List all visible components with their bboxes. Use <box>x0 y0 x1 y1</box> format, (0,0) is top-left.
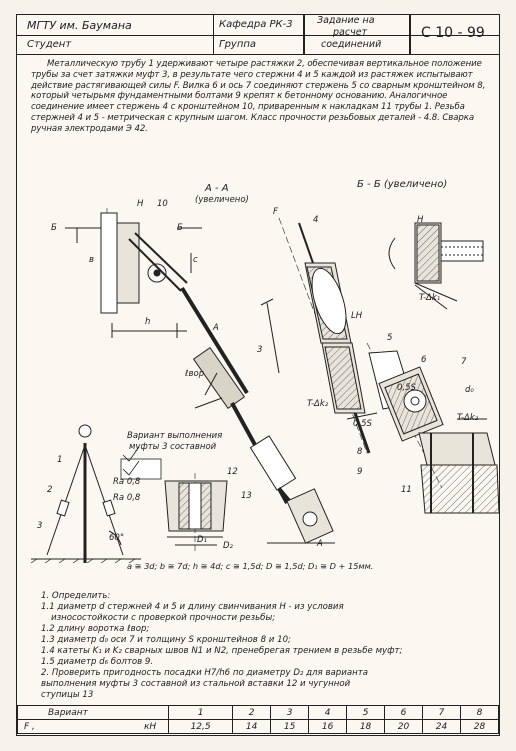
label-d-zero: d₀ <box>465 385 474 395</box>
variant-row-label: Вариант <box>18 706 169 720</box>
label-num4: 4 <box>313 215 319 225</box>
force-unit: кН <box>132 720 168 734</box>
label-ra-2: Ra 0,8 <box>113 493 141 503</box>
label-h-cap-bb: H <box>417 215 424 225</box>
task-line: 1.2 длину воротка ℓвор; <box>41 624 150 634</box>
label-0-5s: 0,5S <box>397 383 416 393</box>
label-force: F <box>273 207 278 217</box>
variants-table <box>17 705 499 734</box>
label-num9: 9 <box>357 467 363 477</box>
label-ra-1: Ra 0,8 <box>113 477 141 487</box>
section-aa-title: А - А <box>205 183 229 194</box>
label-num3-left: 3 <box>37 521 43 531</box>
task-line: 1.3 диаметр d₀ оси 7 и толщину S кронштейнов 8 и 10; <box>41 635 291 645</box>
label-angle: 60° <box>109 533 125 543</box>
pole-bracket-detail <box>65 208 296 503</box>
section-aa-subtitle: (увеличено) <box>195 195 249 205</box>
task-line: 1. Определить: <box>41 591 111 601</box>
task-list <box>41 591 491 701</box>
variant-number: 4 <box>309 706 347 720</box>
label-b-greek: в <box>89 255 95 265</box>
variant-number: 6 <box>385 706 423 720</box>
label-num6: 6 <box>421 355 427 365</box>
force-value: 15 <box>271 720 309 734</box>
assignment-title-3: соединений <box>321 39 382 50</box>
label-num12: 12 <box>227 467 238 477</box>
force-value: 14 <box>233 720 271 734</box>
task-line: 1.1 диаметр d стержней 4 и 5 и длину свинчивания H - из условия <box>41 602 344 612</box>
force-value: 12,5 <box>169 720 233 734</box>
task-line: 2. Проверить пригодность посадки H7/h6 по диаметру D₂ для варианта <box>41 668 368 678</box>
task-line: 1.5 диаметр d₆ болтов 9. <box>41 657 154 667</box>
label-a-mark-2: А <box>317 539 323 549</box>
variant-number: 2 <box>233 706 271 720</box>
group-label: Группа <box>219 39 257 50</box>
force-value: 18 <box>347 720 385 734</box>
force-row-label: F , <box>18 720 133 734</box>
task-description <box>31 59 491 135</box>
force-value: 28 <box>460 720 498 734</box>
assembly-drawing <box>17 183 499 563</box>
label-l-vor: ℓвор <box>185 369 205 379</box>
label-d-one: D₁ <box>197 535 207 545</box>
force-value: 20 <box>385 720 423 734</box>
lower-rod-end <box>267 488 335 543</box>
label-num13: 13 <box>241 491 252 501</box>
department-name: Кафедра РК-3 <box>219 19 293 30</box>
label-b-right: Б <box>177 223 183 233</box>
variant-note-line2: муфты 3 составной <box>129 442 217 452</box>
variant-number: 5 <box>347 706 385 720</box>
label-d-two: D₂ <box>223 541 233 551</box>
label-num10: 10 <box>157 199 168 209</box>
label-num2: 2 <box>47 485 53 495</box>
variant-number-row <box>18 706 499 720</box>
label-h-small: h <box>145 317 151 327</box>
student-label: Студент <box>27 39 72 50</box>
label-num8: 8 <box>357 447 363 457</box>
variant-number: 3 <box>271 706 309 720</box>
label-num5: 5 <box>387 333 393 343</box>
title-block <box>17 15 499 55</box>
label-num3: 3 <box>257 345 263 355</box>
label-a-mark: А <box>213 323 219 333</box>
label-0-5s-b: 0,5S <box>353 419 372 429</box>
variant-note-line1: Вариант выполнения <box>127 431 223 441</box>
label-c-small: c <box>193 255 198 265</box>
assignment-title-2: расчет <box>333 27 368 38</box>
label-num7: 7 <box>461 357 467 367</box>
variant-number: 1 <box>169 706 233 720</box>
force-value: 24 <box>423 720 461 734</box>
label-lh: LH <box>351 311 363 321</box>
force-value-row <box>18 720 499 734</box>
section-bb-title: Б - Б (увеличено) <box>357 179 448 190</box>
task-line: износостойкости с проверкой прочности резьбы; <box>51 613 276 623</box>
university-name: МГТУ им. Баумана <box>27 19 132 32</box>
label-num11: 11 <box>401 485 412 495</box>
label-num1: 1 <box>57 455 63 465</box>
force-value: 16 <box>309 720 347 734</box>
variant-number: 7 <box>423 706 461 720</box>
task-line: 1.4 катеты K₁ и K₂ сварных швов N1 и N2, пренебрегая трением в резьбе муфт; <box>41 646 403 656</box>
variant-number: 8 <box>460 706 498 720</box>
label-tk2-left: T-Δk₂ <box>307 399 329 409</box>
task-line: ступицы 13 <box>41 690 94 700</box>
assignment-code: С 10 - 99 <box>421 25 485 41</box>
label-tk1: T-Δk₁ <box>419 293 441 303</box>
description-paragraph: Металлическую трубу 1 удерживают четыре растяжки 2, обеспечивая вертикальное положение трубы за счет затяжки муфт 3, в результате чего стержни 4 и 5 каждой из растяжек испытывают действие растягивающей силы F. Вилка 6 и ось 7 соединяют стержень 5 со сварным кронштейном 8, который четырьмя фундаментными болтами 9 крепят к бетонному основанию. Аналогичное соединение имеет стержень 4 с кронштейном 10, приваренным к накладкам 11 трубы 1. Резьба стержней 4 и 5 - метрическая с крупным шагом. Класс прочности резьбовых деталей - 4.8. Сварка ручная электродами Э 42. <box>31 59 486 134</box>
dimension-relations: a ≅ 3d; b ≅ 7d; h ≅ 4d; c ≅ 1,5d; D ≅ 1,5d; D₁ ≅ D + 15мм. <box>127 561 374 571</box>
label-tk2: T-Δk₂ <box>457 413 479 423</box>
task-line: выполнения муфты 3 составной из стальной вставки 12 и чугунной <box>41 679 351 689</box>
label-b-left: Б <box>51 223 57 233</box>
assignment-title-1: Задание на <box>317 15 375 26</box>
assignment-sheet <box>16 14 500 736</box>
label-h-cap: H <box>137 199 144 209</box>
